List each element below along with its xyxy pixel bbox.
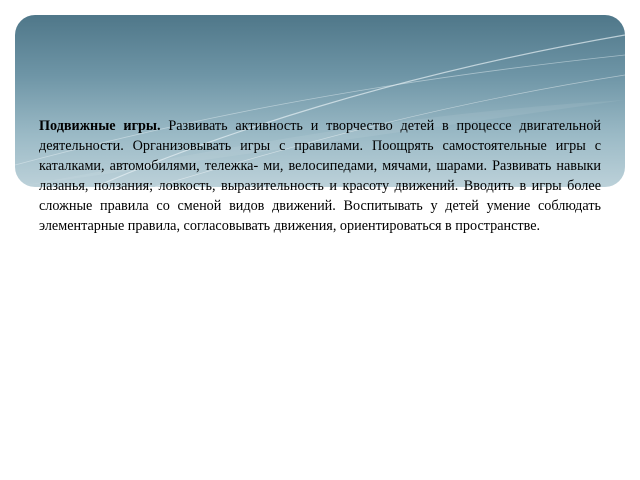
paragraph-lead: Подвижные игры. <box>39 118 161 134</box>
paragraph-text: Развивать активность и творчество детей в процессе двигательной деятельности. Организовывать игры с правилами. Поощрять самостоятельные игры с каталками, автомобилями, тележка- ми, велосипедами, мячами, шарами. Развивать навыки лазанья, ползания; ловкость, выразительность и красоту движений. Вводить в игры более сложные правила со сменой видов движений. Воспитывать у детей умение соблюдать элементарные правила, согласовывать движения, ориентироваться в пространстве. <box>39 118 602 234</box>
body-paragraph <box>39 116 601 236</box>
